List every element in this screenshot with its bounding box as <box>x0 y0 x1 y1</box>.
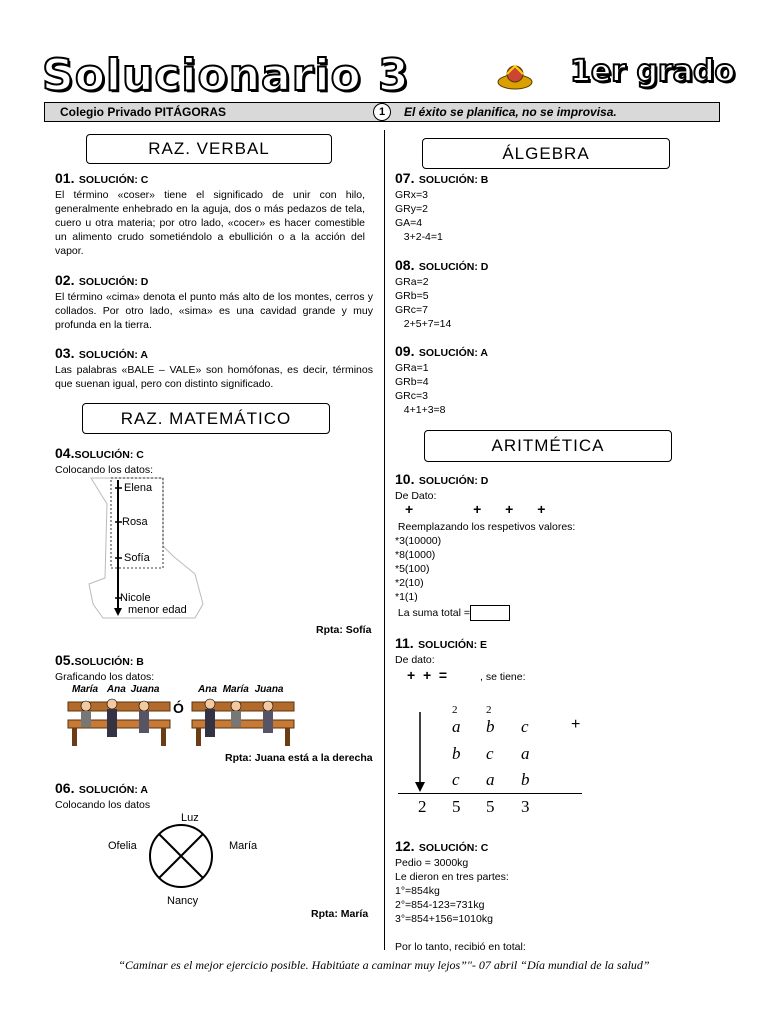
bench2-name-ana: Ana <box>198 684 217 695</box>
school-motto: El éxito se planifica, no se improvisa. <box>404 105 617 119</box>
digit: a <box>452 717 461 736</box>
question-05: 05.SOLUCIÓN: B Graficando los datos: <box>55 652 155 683</box>
carry-2: 2 <box>486 704 492 716</box>
section-aritmetica: ARITMÉTICA <box>424 430 672 462</box>
answer-06: Rpta: María <box>311 908 369 920</box>
sum-line <box>398 793 582 794</box>
school-name: Colegio Privado PITÁGORAS <box>60 105 227 119</box>
bench-illustration-2 <box>190 696 296 748</box>
digit: b <box>486 717 495 736</box>
or-label: Ó <box>173 700 184 716</box>
result-digit: 5 <box>452 797 461 816</box>
answer-text: Las palabras «BALE – VALE» son homófonas, es decir, términos que suenan igual, pero con distinto significado. <box>55 364 373 390</box>
question-07: 07. SOLUCIÓN: B GRx=3 GRy=2 GA=4 3+2-4=1 <box>395 170 489 243</box>
school-logo-icon <box>496 62 534 92</box>
section-raz-verbal: RAZ. VERBAL <box>86 134 332 164</box>
bench-illustration-1 <box>66 696 172 748</box>
result-digit: 2 <box>418 797 427 816</box>
bench1-name-ana: Ana <box>106 684 126 695</box>
circle-label-nancy: Nancy <box>167 895 199 907</box>
question-10: 10. SOLUCIÓN: D De Dato: <box>395 471 489 502</box>
digit: a <box>486 770 495 789</box>
question-01: 01. SOLUCIÓN: C El término «coser» tiene el significado de unir con hilo, generalmente enhebrado en la aguja, dos o más pedazos de tela, cuero u otra materia; por otro lado, «cocer» es hacer comestible un alimento crudo sometiéndolo a ebullición o a la acción del vapor. <box>55 170 365 257</box>
diagram-label-menor-edad: menor edad <box>128 604 187 616</box>
diagram-label-rosa: Rosa <box>122 516 148 528</box>
replace-text: Reemplazando los respetivos valores: <box>395 521 576 533</box>
document-title: Solucionario 3 <box>42 50 410 101</box>
diagram-label-nicole: Nicole <box>120 592 151 604</box>
circle-label-luz: Luz <box>181 812 199 824</box>
column-divider <box>384 130 385 950</box>
se-tiene-label: , se tiene: <box>480 671 526 683</box>
answer-05: Rpta: Juana está a la derecha <box>225 752 373 764</box>
digit: a <box>521 744 530 763</box>
answer-04: Rpta: Sofía <box>316 624 372 636</box>
plus-sign: + <box>473 501 482 517</box>
diagram-label-elena: Elena <box>124 482 153 494</box>
bench2-name-maria: María <box>222 684 249 695</box>
circle-label-maria: María <box>229 840 258 852</box>
bench1-name-juana: Juana <box>130 684 160 695</box>
digit: b <box>452 744 461 763</box>
question-12: 12. SOLUCIÓN: C Pedio = 3000kg Le dieron en tres partes: 1°=854kg 2°=854-123=731kg 3°=854+156=1010kg Por lo tanto, recibió en total: <box>395 838 526 953</box>
down-arrow-icon <box>413 712 427 794</box>
round-table-diagram <box>147 822 215 890</box>
digit: b <box>521 770 530 789</box>
question-06: 06. SOLUCIÓN: A Colocando los datos <box>55 780 151 811</box>
section-raz-matematico: RAZ. MATEMÁTICO <box>82 403 330 434</box>
footer-quote: “Caminar es el mejor ejercicio posible. Habitúate a caminar muy lejos”"- 07 abril “Día mundial de la salud” <box>118 958 650 972</box>
digit: c <box>521 717 529 736</box>
answer-text: El término «cima» denota el punto más alto de los montes, cerros y collados. Por otro lado, «sima» es una cavidad grande y muy profunda en la tierra. <box>55 291 373 331</box>
bench1-name-maria: María <box>72 684 99 695</box>
result-digit: 3 <box>521 797 530 816</box>
operators: + + = <box>407 667 448 683</box>
grade-label: 1er grado <box>570 54 736 89</box>
question-04: 04.SOLUCIÓN: C Colocando los datos: <box>55 445 154 476</box>
answer-text: El término «coser» tiene el significado de unir con hilo, generalmente enhebrado en la aguja, dos o más pedazos de tela, cuero u otra materia; por otro lado, «cocer» es hacer comestible un alimento crudo sometiéndolo a ebullición o a la acción del vapor. <box>55 189 365 257</box>
total-label: La suma total = <box>395 607 471 619</box>
section-algebra: ÁLGEBRA <box>422 138 670 169</box>
circle-label-ofelia: Ofelia <box>108 840 137 852</box>
question-09: 09. SOLUCIÓN: A GRa=1 GRb=4 GRc=3 4+1+3=8 <box>395 343 488 416</box>
total-answer-box <box>470 605 510 621</box>
result-digit: 5 <box>486 797 495 816</box>
question-08: 08. SOLUCIÓN: D GRa=2 GRb=5 GRc=7 2+5+7=14 <box>395 257 489 330</box>
digit: c <box>452 770 460 789</box>
carry-1: 2 <box>452 704 458 716</box>
question-11: 11. SOLUCIÓN: E De dato: <box>395 635 487 666</box>
digit: c <box>486 744 494 763</box>
question-02: 02. SOLUCIÓN: D El término «cima» denota el punto más alto de los montes, cerros y collados. Por otro lado, «sima» es una cavidad grande y muy profunda en la tierra. <box>55 272 373 331</box>
plus-sign: + <box>505 501 514 517</box>
page-number: 1 <box>373 103 391 121</box>
plus-sign: + <box>405 501 414 517</box>
diagram-label-sofia: Sofía <box>124 552 150 564</box>
plus-sign: + <box>571 716 581 733</box>
question-03: 03. SOLUCIÓN: A Las palabras «BALE – VALE» son homófonas, es decir, términos que suenan igual, pero con distinto significado. <box>55 345 373 390</box>
bench2-name-juana: Juana <box>254 684 284 695</box>
plus-sign: + <box>537 501 546 517</box>
